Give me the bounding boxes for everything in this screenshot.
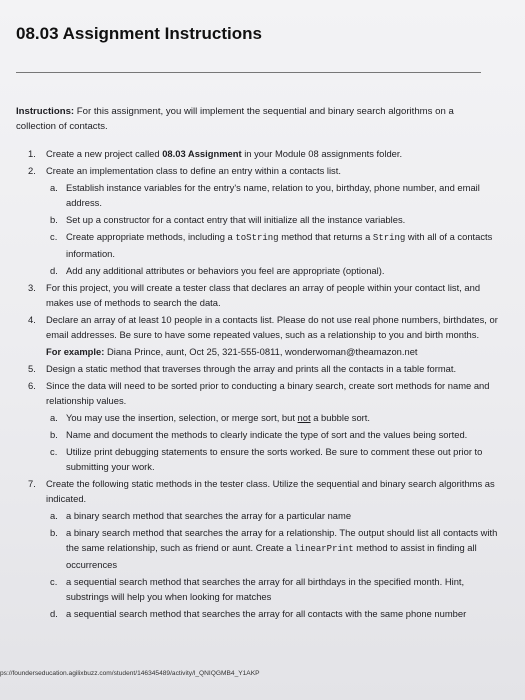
step-2b <box>50 212 498 227</box>
step-2 <box>28 163 498 178</box>
substep-text-part: method to assist in finding all occurrences <box>66 542 477 570</box>
substep-letter: c. <box>50 576 58 587</box>
substep-text: a sequential search method that searches the array for all contacts with the same phone number <box>66 608 467 619</box>
example-line <box>46 344 498 359</box>
step-number: 1. <box>28 148 36 159</box>
substep-text-part: You may use the insertion, selection, or merge sort, but <box>66 412 298 423</box>
step-number: 5. <box>28 363 36 374</box>
substep-text: Establish instance variables for the entry's name, relation to you, birthday, phone number, and email address. <box>66 182 480 208</box>
substep-letter: b. <box>50 527 58 538</box>
step-text <box>46 146 498 161</box>
step-text: Since the data will need to be sorted prior to conducting a binary search, create sort methods for name and relationship values. <box>46 380 490 406</box>
substep-text <box>66 410 498 425</box>
substep-letter: d. <box>50 265 58 276</box>
step-7b <box>50 525 498 572</box>
title-divider <box>16 72 481 73</box>
substep-letter: a. <box>50 182 58 193</box>
page-title: 08.03 Assignment Instructions <box>16 24 262 43</box>
instructions-text: For this assignment, you will implement the sequential and binary search algorithms on a collection of contacts. <box>16 106 454 132</box>
step-7a <box>50 508 498 523</box>
substep-text: Name and document the methods to clearly indicate the type of sort and the values being sorted. <box>66 429 468 440</box>
instructions-label: Instructions: <box>16 106 75 117</box>
step-4 <box>28 312 498 342</box>
step-6b <box>50 427 498 442</box>
step-7 <box>28 476 498 506</box>
substep-text: a binary search method that searches the array for a particular name <box>66 510 352 521</box>
code-string: String <box>372 233 406 243</box>
substep-text <box>66 525 498 572</box>
step-2a <box>50 180 498 210</box>
emphasis-not: not <box>297 412 311 423</box>
substep-text <box>66 229 498 261</box>
substep-text: Set up a constructor for a contact entry that will initialize all the instance variables. <box>66 214 406 225</box>
step-5 <box>28 361 498 376</box>
step-text-part: Create a new project called <box>46 148 163 159</box>
substep-letter: a. <box>50 412 58 423</box>
step-text: Design a static method that traverses through the array and prints all the contacts in a table format. <box>46 363 457 374</box>
instructions-intro <box>16 104 486 134</box>
step-6a <box>50 410 498 425</box>
step-3 <box>28 280 498 310</box>
substep-text: a sequential search method that searches the array for all birthdays in the specified month. Hint, substrings will help you when looking for matches <box>66 576 465 602</box>
step-2c <box>50 229 498 261</box>
substep-letter: b. <box>50 214 58 225</box>
step-text: For this project, you will create a tester class that declares an array of people within your contact list, and makes use of methods to search the data. <box>46 282 481 308</box>
code-linearprint: linearPrint <box>294 544 354 554</box>
substep-text: Utilize print debugging statements to ensure the sorts worked. Be sure to comment these out prior to submitting your work. <box>66 446 483 472</box>
substep-text-part: Create appropriate methods, including a <box>66 231 236 242</box>
step-text: Create the following static methods in the tester class. Utilize the sequential and binary search algorithms as indicated. <box>46 478 495 504</box>
step-text: Declare an array of at least 10 people in a contacts list. Please do not use real phone numbers, birthdates, or email addresses. Be sure to have some repeated values, such as a relationship to you and birth months. <box>46 314 498 340</box>
substep-letter: c. <box>50 446 58 457</box>
step-number: 7. <box>28 478 36 489</box>
substep-text-part: a binary search method that searches the array for a relationship. The output should list all contacts with the same relationship, such as friend or aunt. Create a <box>66 527 498 553</box>
step-7d <box>50 606 498 621</box>
substep-letter: a. <box>50 510 58 521</box>
substep-text-part: with all of a contacts information. <box>66 231 493 259</box>
steps-list <box>28 146 498 623</box>
step-2d <box>50 263 498 278</box>
project-name: 08.03 Assignment <box>162 148 242 159</box>
code-tostring: toString <box>235 233 279 243</box>
example-label: For example: <box>46 346 105 357</box>
step-6 <box>28 378 498 408</box>
substep-letter: d. <box>50 608 58 619</box>
example-text: Diana Prince, aunt, Oct 25, 321-555-0811, wonderwoman@theamazon.net <box>104 346 418 357</box>
page-url-footer[interactable]: ps://founderseducation.agilixbuzz.com/student/146345489/activity/l_QNIQGMB4_Y1AKP <box>0 670 260 677</box>
substep-letter: c. <box>50 231 58 242</box>
step-number: 3. <box>28 282 36 293</box>
substep-text: Add any additional attributes or behaviors you feel are appropriate (optional). <box>66 265 385 276</box>
step-6c <box>50 444 498 474</box>
step-number: 2. <box>28 165 36 176</box>
step-1 <box>28 146 498 161</box>
substep-text-part: a bubble sort. <box>310 412 371 423</box>
step-text-part: in your Module 08 assignments folder. <box>241 148 403 159</box>
substep-text-part: method that returns a <box>278 231 373 242</box>
substep-letter: b. <box>50 429 58 440</box>
step-number: 6. <box>28 380 36 391</box>
step-text: Create an implementation class to define an entry within a contacts list. <box>46 165 341 176</box>
step-number: 4. <box>28 314 36 325</box>
step-7c <box>50 574 498 604</box>
